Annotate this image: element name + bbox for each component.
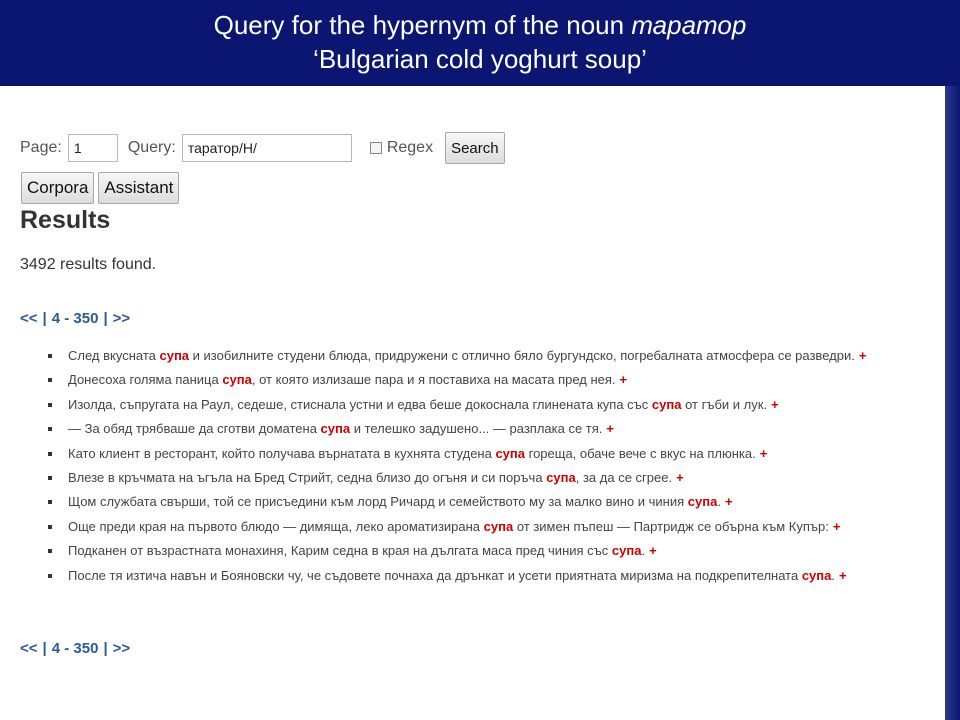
result-text-before: След вкусната [68,348,160,363]
pager-prev-link[interactable]: << [20,640,38,657]
toolbar [21,172,179,204]
result-item [46,368,941,392]
result-hit: супа [651,396,682,412]
slide-title-line [0,8,960,42]
expand-plus-icon[interactable]: + [858,348,867,363]
result-text-before: Като клиент в ресторант, който получава върнатата в кухнята студена [68,445,496,461]
regex-checkbox[interactable] [370,142,382,154]
expand-plus-icon[interactable]: + [606,421,614,437]
result-hit: супа [495,445,525,461]
bullet-icon [48,500,52,504]
result-hit: супа [801,567,832,583]
result-hit: супа [159,348,190,363]
assistant-button[interactable]: Assistant [98,172,179,204]
query-form [20,132,505,164]
expand-plus-icon[interactable]: + [649,543,657,559]
pager-top [20,310,135,327]
result-hit: супа [320,421,351,437]
pager-separator: | [42,310,47,327]
slide-edge [945,86,960,720]
title-word: таратор [631,10,747,40]
results-heading: Results [20,206,111,234]
result-text-before: — За обяд трябваше да сготви доматена [68,421,321,437]
result-text-before: Донесоха голяма паница [68,372,223,388]
pager-next-link[interactable]: >> [112,310,131,327]
pager-bottom [20,640,135,657]
result-item [46,539,941,563]
pager-separator: | [103,310,108,327]
page-label: Page: [20,139,62,156]
result-hit: супа [687,494,718,510]
bullet-icon [48,574,52,578]
result-text-after: и телешко задушено... — разплака се тя. [350,421,603,437]
pager-range: 4 - 350 [51,310,99,327]
result-text-after: . [717,494,721,510]
result-text-before: Още преди края на първото блюдо — димяща, леко ароматизирана [68,518,484,534]
expand-plus-icon[interactable]: + [759,445,768,461]
regex-label: Regex [386,139,434,156]
result-text-before: После тя изтича навън и Бояновски чу, че съдовете почнаха да дрънкат и усети приятната миризма на подкрепителната [68,567,802,583]
slide-subtitle: ‘Bulgarian cold yoghurt soup’ [313,44,647,74]
result-hit: супа [546,469,576,485]
result-text-before: Подканен от възрастната монахиня, Карим седна в края на дългата маса пред чиния със [68,543,612,559]
expand-plus-icon[interactable]: + [724,494,733,510]
bullet-icon [48,452,52,456]
result-item [46,515,941,539]
result-item [46,442,941,466]
corpus-search-screenshot [0,86,945,720]
result-text-before: Влезе в кръчмата на ъгъла на Бред Стрийт, седна близо до огъня и си поръча [68,469,547,485]
result-text-after: , за да се сгрее. [575,469,673,485]
result-item [46,393,941,417]
result-hit: супа [483,518,514,534]
expand-plus-icon[interactable]: + [838,567,847,583]
result-item [46,344,941,368]
slide-title [0,0,960,86]
result-item [46,564,941,588]
expand-plus-icon[interactable]: + [676,469,684,485]
pager-separator: | [42,640,47,657]
result-text-after: от зимен пъпеш — Партридж се обърна към Купър: [513,518,829,534]
bullet-icon [48,354,52,358]
page-input[interactable] [68,134,118,162]
pager-range: 4 - 350 [51,640,99,657]
result-text-after: . [831,567,835,583]
bullet-icon [48,378,52,382]
pager-prev-link[interactable]: << [20,310,38,327]
title-prefix: Query for the hypernym of the noun [213,10,632,40]
result-text-before: Изолда, съпругата на Раул, седеше, стиснала устни и едва беше докоснала глинената купа със [68,396,652,412]
pager-next-link[interactable]: >> [112,640,131,657]
pager-separator: | [103,640,108,657]
corpora-button[interactable]: Corpora [21,172,94,204]
result-text-before: Щом службата свърши, той се присъедини към лорд Ричард и семейството му за малко вино и чиния [68,494,688,510]
search-button[interactable]: Search [445,132,505,164]
bullet-icon [48,549,52,553]
result-text-after: от гъби и лук. [681,396,768,412]
result-text-after: , от която излизаше пара и я поставиха на масата пред нея. [251,372,616,388]
results-count: 3492 results found. [20,256,157,273]
result-item [46,417,941,441]
result-text-after: гореща, обаче вече с вкус на плюнка. [525,445,756,461]
bullet-icon [48,525,52,529]
result-text-after: . [641,543,646,559]
result-item [46,466,941,490]
expand-plus-icon[interactable]: + [619,372,628,388]
result-list [46,344,941,588]
bullet-icon [48,403,52,407]
bullet-icon [48,476,52,480]
result-item [46,490,941,514]
result-hit: супа [611,543,642,559]
result-hit: супа [222,372,252,388]
expand-plus-icon[interactable]: + [832,518,841,534]
query-label: Query: [127,139,176,156]
result-text-after: и изобилните студени блюда, придружени с отлично бяло бургундско, погребалната атмосфера се разведри. [189,348,855,363]
bullet-icon [48,427,52,431]
expand-plus-icon[interactable]: + [771,396,779,412]
query-input[interactable] [182,134,352,162]
